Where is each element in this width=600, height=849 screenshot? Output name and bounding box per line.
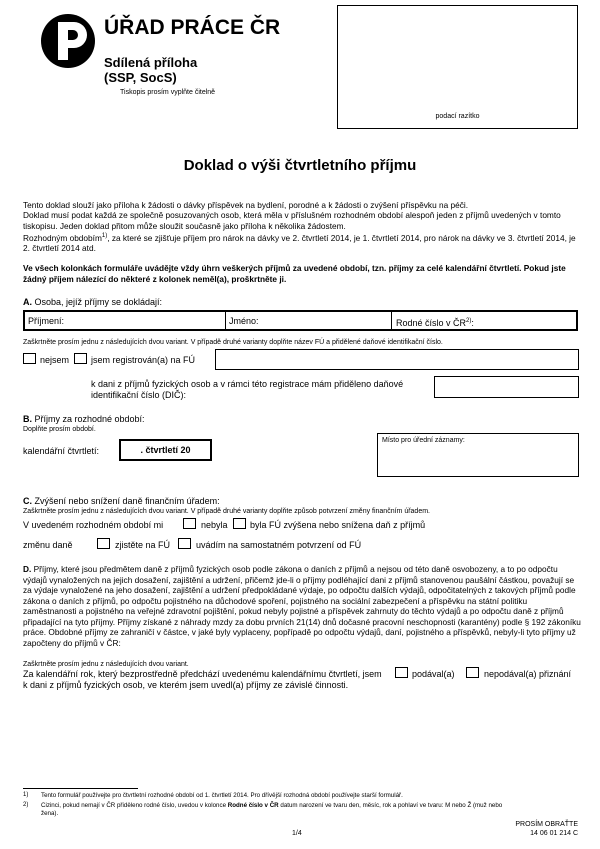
legibility-note: Tiskopis prosím vyplňte čitelně <box>120 89 216 96</box>
tax-changed-checkbox[interactable] <box>233 518 246 529</box>
footnote-2-text <box>41 802 511 818</box>
form-title-line2: (SSP, SocS) <box>104 70 177 85</box>
intro-paragraph-2: Doklad musí podat každá ze společně posuzovaných osob, která měla v příslušném rozhodném období alespoň jeden z příjmů uvedených v tomto tiskopisu. Jeden doklad přitom může sloužit současně jako příloha k několika žádostem. <box>23 210 561 231</box>
tax-id-label: k dani z příjmů fyzických osob a v rámci této registrace mám přiděleno daňové identifikační číslo (DIČ): <box>91 379 404 400</box>
section-a-letter: A. <box>23 297 32 307</box>
footnote-2-text-a: Cizinci, pokud nemají v ČR přiděleno rodné číslo, uvedou v kolonce <box>41 802 228 809</box>
registered-checkbox[interactable] <box>74 353 87 364</box>
filed-return-label: podával(a) <box>412 669 455 679</box>
footnote-ref-1: 1) <box>101 233 108 239</box>
section-b-hint: Doplňte prosím období. <box>23 426 96 433</box>
intro-paragraph-3 <box>23 231 581 254</box>
birth-number-colon: : <box>471 318 474 328</box>
registered-label: jsem registrován(a) na FÚ <box>91 355 196 365</box>
footnote-2-number: 2) <box>23 802 29 808</box>
page-number: 1/4 <box>292 830 302 837</box>
footnote-2-text-b: datum narození ve tvaru den, měsíc, rok a pohlaví ve tvaru: M nebo Ž (muž nebo žena). <box>41 802 503 817</box>
not-registered-checkbox[interactable] <box>23 353 36 364</box>
birth-number-text: Rodné číslo v ČR <box>396 318 467 328</box>
section-d-line1: Za kalendářní rok, který bezprostředně předchází uvedenému kalendářnímu čtvrtletí, jsem <box>23 669 382 679</box>
first-name-label: Jméno: <box>229 316 259 326</box>
please-turn-over: PROSÍM OBRAŤTE <box>515 821 578 828</box>
section-c-hint: Zaškrtněte prosím jednu z následujících dvou variant. V případě druhé varianty doplňte způsob potvrzení změny finančním úřadem. <box>23 508 430 515</box>
stamp-label: podací razítko <box>435 113 480 120</box>
section-b-letter: B. <box>23 414 32 424</box>
intro-bold-instruction: Ve všech kolonkách formuláře uvádějte vždy úhrn veškerých příjmů za uvedené období, tzn. příjmy za celé kalendářní čtvrtletí. Pokud jste žádný příjem nálezící do některé z kolonek neměl(a), proškrtněte ji. <box>23 263 566 284</box>
tax-change-row1-label: V uvedeném rozhodném období mi <box>23 520 164 530</box>
section-b-title: Příjmy za rozhodné období: <box>32 414 145 424</box>
filed-return-checkbox[interactable] <box>395 667 408 678</box>
tax-office-input[interactable] <box>215 349 579 370</box>
not-registered-label: nejsem <box>40 355 70 365</box>
section-b-heading <box>23 414 145 425</box>
form-code: 14 06 01 214 C <box>530 830 578 837</box>
birth-number-input[interactable] <box>480 312 576 329</box>
upcr-logo <box>38 10 96 72</box>
tax-id-input[interactable] <box>434 376 579 398</box>
section-c-title: Zvýšení nebo snížení daně finančním úřadem: <box>32 496 220 506</box>
surname-input[interactable] <box>70 312 220 329</box>
section-d-text <box>23 564 582 648</box>
tax-not-changed-checkbox[interactable] <box>183 518 196 529</box>
form-title-line1: Sdílená příloha <box>104 55 198 70</box>
tax-change-row2-label: změnu daně <box>23 540 73 550</box>
tax-changed-label: byla FÚ zvýšena nebo snížena daň z příjmů <box>250 520 426 530</box>
birth-number-label <box>396 316 474 329</box>
document-title: Doklad o výši čtvrtletního příjmu <box>183 157 417 174</box>
first-name-input[interactable] <box>262 312 387 329</box>
footnote-2-bold: Rodné číslo v ČR <box>227 802 279 809</box>
footnote-1-number: 1) <box>23 792 29 798</box>
find-at-office-checkbox[interactable] <box>97 538 110 549</box>
stamp-box <box>337 5 578 129</box>
section-d-hint: Zaškrtněte prosím jednu z následujících dvou variant. <box>23 661 189 668</box>
section-d-line2: k dani z příjmů fyzických osob, ve kterém jsem uvedl(a) příjmy ze závislé činnosti. <box>23 680 349 690</box>
quarter-input[interactable] <box>119 439 212 461</box>
separate-confirmation-label: uvádím na samostatném potvrzení od FÚ <box>196 540 362 550</box>
intro-p3-a: Rozhodným obdobím <box>23 232 102 243</box>
section-d-body: Příjmy, které jsou předmětem daně z příjmů fyzických osob podle zákona o daních z příjmů a nejsou od této daně osvobozeny, a to po odpočtu výdajů vynaložených na jejich dosažení, zajištění a udržení, přičemž jde-li o příjmy podléhající dani z příjmů stanovenou paušální částkou, považují se za výdaje vynaložené na jeho dosažení, zajištění a udržení předpokládané výdaje, po odpočtu dalších výdajů, odpočitatelných z takových příjmů podle zákona o daních z příjmů, po odpočtu pojistného na důchodové spoření, pojistného na sociální zabezpečení a příspěvku na státní politiku zaměstnanosti a pojistného na veřejné zdravotní pojištění, pokud nebyly pojistné a příspěvek zahrnuty do těchto výdajů a po odpočtu daně z příjmů připadající na tyto příjmy. Příjmy získané z náhrady mzdy za dobu prvních 21(14) dnů dočasné pracovní neschopnosti (karantény) podle § 192 zákoníku práce. Obdobné příjmy ze zahraničí v částce, v jaké byly vyplaceny, popřípadě po odpočtu výdajů, daní, pojistného a příspěvků, nebyly-li tyto příjmy už započteny do příjmů v ČR: <box>23 564 581 648</box>
surname-label: Příjmení: <box>28 316 65 326</box>
intro-paragraph-1: Tento doklad slouží jako příloha k žádosti o dávky příspěvek na bydlení, porodné a k žádosti o zvýšení příspěvku na péči. <box>23 200 469 210</box>
section-a-title: Osoba, jejíž příjmy se dokládají: <box>32 297 163 307</box>
intro-p3-b: , za které se zjišťuje příjem pro nárok na dávky ve 2. čtvrtletí 2014, je 1. čtvrtletí 2014, pro nárok na dávky ve 3. čtvrtletí 2014, je 2. čtvrtletí 2014 atd. <box>23 232 576 254</box>
quarter-label: kalendářní čtvrtletí: <box>23 446 100 456</box>
separate-confirmation-checkbox[interactable] <box>178 538 191 549</box>
section-c-heading <box>23 496 220 507</box>
office-notes-label: Místo pro úřední záznamy: <box>382 437 465 444</box>
not-filed-return-label: nepodával(a) přiznání <box>484 669 572 679</box>
org-name: ÚŘAD PRÁCE ČR <box>104 16 281 39</box>
footnote-separator <box>23 788 138 789</box>
quarter-value: . čtvrtletí 20 <box>140 445 191 455</box>
section-c-letter: C. <box>23 496 32 506</box>
footnote-ref-2: 2) <box>466 318 472 324</box>
footnote-1-text: Tento formulář používejte pro čtvrtletní rozhodné období od 1. čtvrtletí 2014. Pro dřívější rozhodná období používejte starší formulář. <box>41 792 403 799</box>
section-a-hint: Zaškrtněte prosím jednu z následujících dvou variant. V případě druhé varianty doplňte název FÚ a přidělené daňové identifikační číslo. <box>23 339 443 346</box>
not-filed-return-checkbox[interactable] <box>466 667 479 678</box>
find-at-office-label: zjistěte na FÚ <box>115 540 171 550</box>
section-d-letter: D. <box>23 564 32 574</box>
section-a-heading <box>23 297 162 308</box>
tax-not-changed-label: nebyla <box>201 520 228 530</box>
office-notes-box <box>377 433 579 477</box>
